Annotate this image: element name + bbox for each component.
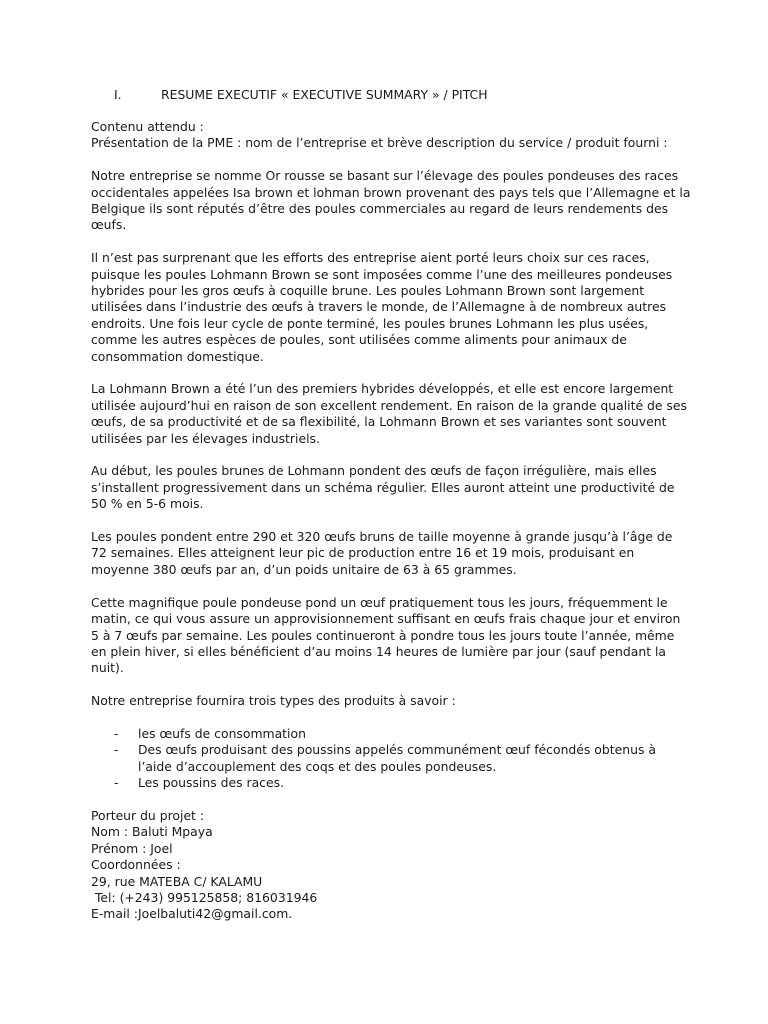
- paragraph-lohmann-history: La Lohmann Brown a été l’un des premiers hybrides développés, et elle est encore largement utilisée aujourd’hui en raison de son excellent rendement. En raison de la grande qualité de ses œufs, de sa productivité et de sa flexibilité, la Lohmann Brown et ses variantes sont souvent utilisées par les élevages industriels.: [91, 381, 687, 446]
- coordinates-label: Coordonnées :: [91, 857, 181, 873]
- paragraph-products-intro: Notre entreprise fournira trois types des produits à savoir :: [91, 693, 456, 709]
- bullet-dash: -: [114, 742, 119, 758]
- holder-email: E-mail :Joelbaluti42@gmail.com.: [91, 906, 293, 922]
- paragraph-egg-production: Les poules pondent entre 290 et 320 œufs bruns de taille moyenne à grande jusqu’à l’âge de 72 semaines. Elles atteignent leur pic de production entre 16 et 19 mois, produisant en moyenne 380 œufs par an, d’un poids unitaire de 63 à 65 grammes.: [91, 529, 673, 577]
- holder-last-name: Nom : Baluti Mpaya: [91, 824, 213, 840]
- holder-first-name: Prénom : Joel: [91, 840, 173, 856]
- product-label: les œufs de consommation: [138, 725, 306, 741]
- bullet-dash: -: [114, 725, 119, 741]
- project-holder-label: Porteur du projet :: [91, 807, 205, 823]
- paragraph-daily-laying: Cette magnifique poule pondeuse pond un œuf pratiquement tous les jours, fréquemment le matin, ce qui vous assure un approvisionnement suffisant en œufs frais chaque jour et environ 5 à 7 œufs par semaine. Les poules continueront à pondre tous les jours toute l’année, même en plein hiver, si elles bénéficient d’au moins 14 heures de lumière par jour (sauf pendant la nuit).: [91, 594, 681, 676]
- paragraph-laying-start: Au début, les poules brunes de Lohmann pondent des œufs de façon irrégulière, mais elles s’installent progressivement dans un schéma régulier. Elles auront atteint une productivité de 50 % en 5-6 mois.: [91, 463, 675, 512]
- document-body: [91, 87, 691, 923]
- section-heading: [91, 87, 691, 103]
- expected-content-label: Contenu attendu :: [91, 119, 204, 134]
- project-holder-block: [91, 808, 691, 923]
- product-label: Les poussins des races.: [138, 775, 285, 791]
- list-item: [91, 742, 691, 775]
- section-number: I.: [114, 87, 122, 102]
- holder-address: 29, rue MATEBA C/ KALAMU: [91, 873, 263, 889]
- products-list: [91, 726, 691, 792]
- section-title: RESUME EXECUTIF « EXECUTIVE SUMMARY » / PITCH: [161, 87, 488, 102]
- paragraph-breed-choice: Il n’est pas surprenant que les efforts des entreprise aient porté leurs choix sur ces races, puisque les poules Lohmann Brown se sont imposées comme l’une des meilleures pondeuses hybrides pour les gros œufs à coquille brune. Les poules Lohmann Brown sont largement utilisées dans l’industrie des œufs à travers le monde, de l’Allemagne à de nombreux autres endroits. Une fois leur cycle de ponte terminé, les poules brunes Lohmann les plus usées, comme les autres espèces de poules, sont utilisées comme aliments pour animaux de consommation domestique.: [91, 250, 673, 364]
- product-label: Des œufs produisant des poussins appelés communément œuf fécondés obtenus à l’aide d’accouplement des coqs et des poules pondeuses.: [138, 742, 656, 774]
- sme-presentation-label: Présentation de la PME : nom de l’entreprise et brève description du service / produit fourni :: [91, 135, 668, 151]
- paragraph-company-intro: Notre entreprise se nomme Or rousse se basant sur l’élevage des poules pondeuses des races occidentales appelées Isa brown et lohman brown provenant des pays tels que l’Allemagne et la Belgique ils sont réputés d’être des poules commerciales au regard de leurs rendements des œufs.: [91, 168, 691, 233]
- list-item: [91, 726, 691, 742]
- list-item: [91, 775, 691, 791]
- bullet-dash: -: [114, 775, 119, 791]
- holder-phone: Tel: (+243) 995125858; 816031946: [91, 889, 318, 905]
